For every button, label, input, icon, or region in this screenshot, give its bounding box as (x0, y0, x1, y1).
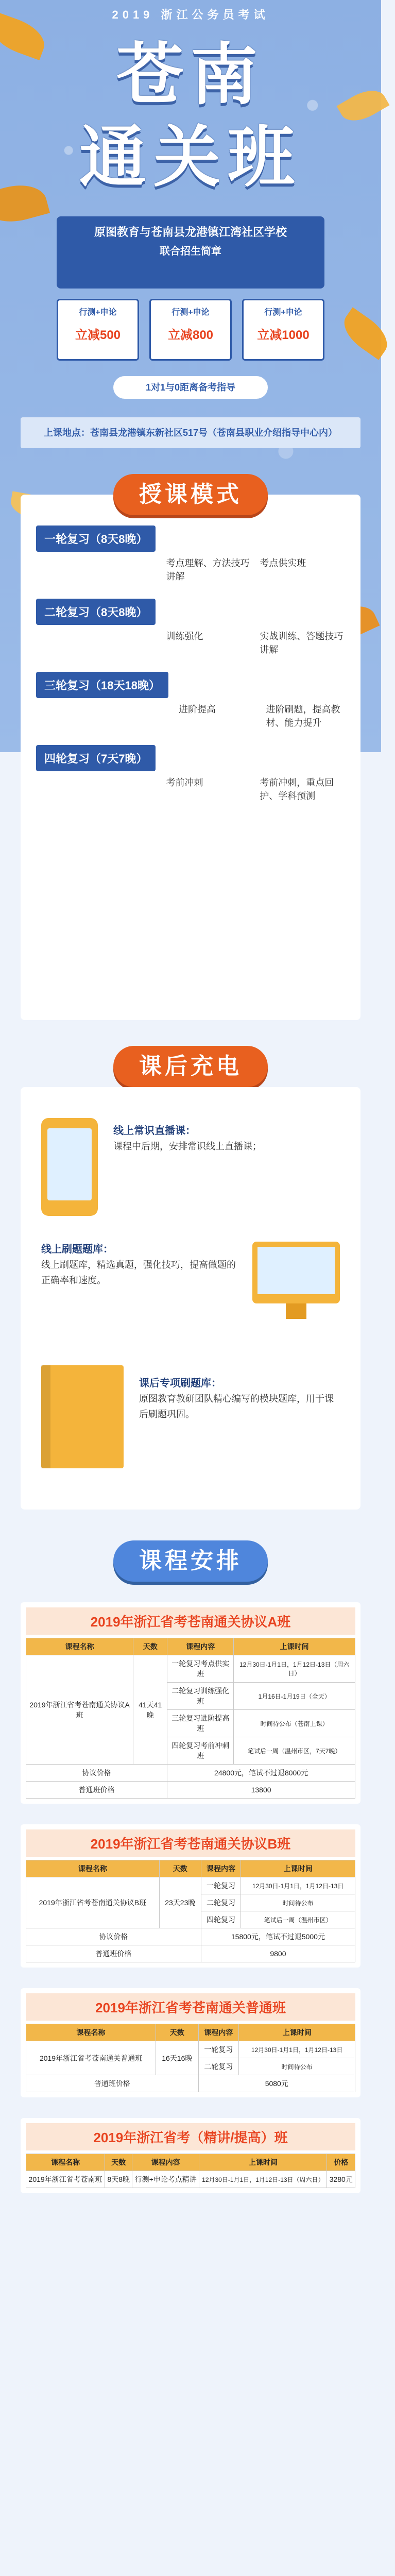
table-cell: 协议价格 (26, 1928, 201, 1945)
table-cell: 9800 (201, 1945, 355, 1962)
table-cell: 行测+申论考点精讲 (132, 2171, 199, 2188)
mode-point: 考点理解、方法技巧讲解 (166, 558, 250, 582)
tiku-title: 线上刷题题库： (41, 1244, 113, 1255)
table-cell: 时间待公布（苍南上课） (234, 1710, 355, 1737)
table-cell: 三轮复习进阶提高班 (167, 1710, 234, 1737)
module-text: 原图教育教研团队精心编写的模块题库，用于课后刷题巩固。 (139, 1394, 334, 1419)
module-title: 课后专项刷题库： (139, 1378, 221, 1389)
mode-row (36, 745, 345, 803)
course-table (26, 2154, 355, 2188)
table-cell: 时间待公布 (241, 1894, 355, 1911)
course-table-d (21, 2118, 360, 2193)
discount-price: 立减1000 (257, 328, 310, 342)
table-cell: 12月30日-1月1日，1月12日-13日（周六日） (199, 2171, 327, 2188)
mode-row (36, 526, 345, 583)
table-header: 课程内容 (198, 2024, 239, 2041)
table-cell: 1月16日-1月19日（全天） (234, 1683, 355, 1710)
table-title: 2019年浙江省考苍南通关协议B班 (26, 1829, 355, 1857)
hero-title: 苍南 (116, 37, 265, 112)
discount-box[interactable] (242, 299, 324, 361)
mode-point: 进阶刷题，提高教材、能力提升 (266, 704, 340, 728)
mode-point: 考前冲刺 (166, 777, 203, 788)
discount-title: 行测+申论 (79, 308, 117, 317)
table-title: 2019年浙江省考苍南通关普通班 (26, 1993, 355, 2021)
tiku-text: 线上刷题库，精选真题，强化技巧，提高做题的正确率和速度。 (41, 1260, 236, 1285)
course-table-a (21, 1602, 360, 1804)
schedule-section (21, 1540, 360, 2193)
table-cell: 2019年浙江省考苍南通关协议A班 (26, 1655, 133, 1765)
table-header: 上课时间 (239, 2024, 355, 2041)
table-cell: 四轮复习考前冲刺班 (167, 1737, 234, 1765)
notice-line1: 原图教育与苍南县龙港镇江湾社区学校 (94, 226, 287, 239)
table-cell: 12月30日-1月1日，1月12日-13日（周六日） (234, 1655, 355, 1683)
table-cell: 15800元，笔试不过退5000元 (201, 1928, 355, 1945)
table-cell: 23天23晚 (159, 1877, 201, 1928)
table-cell: 一轮复习 (198, 2041, 239, 2058)
table-cell: 笔试后一周（温州市区，7天7晚） (234, 1737, 355, 1765)
table-header-row (26, 1638, 355, 1655)
table-row (26, 2171, 355, 2188)
table-header: 天数 (133, 1638, 167, 1655)
table-cell: 普通班价格 (26, 2075, 199, 2092)
mode-points (179, 672, 345, 730)
table-header-row (26, 1860, 355, 1877)
mode-point: 训练强化 (166, 631, 203, 641)
monitor-illustration (252, 1242, 340, 1303)
table-header: 课程名称 (26, 1638, 133, 1655)
section-title: 课程安排 (113, 1540, 268, 1582)
notice-line2: 联合招生简章 (160, 246, 221, 257)
table-header: 课程名称 (26, 2154, 105, 2171)
phone-illustration (41, 1118, 98, 1216)
table-header: 课程名称 (26, 2024, 156, 2041)
table-cell: 四轮复习 (201, 1911, 241, 1928)
after-class-card (21, 1087, 360, 1510)
after-class-section (21, 1046, 360, 1510)
hero-subtitle: 通关班 (79, 120, 302, 195)
table-header: 天数 (105, 2154, 132, 2171)
mode-tag: 四轮复习（7天7晚） (36, 745, 156, 771)
tiku-block (41, 1242, 237, 1288)
table-cell: 二轮复习训练强化班 (167, 1683, 234, 1710)
table-header: 上课时间 (241, 1860, 355, 1877)
table-cell: 普通班价格 (26, 1945, 201, 1962)
section-title: 授课模式 (113, 474, 268, 515)
modes-header (113, 474, 268, 515)
hero-address: 上课地点：苍南县龙港镇东新社区517号（苍南县职业介绍指导中心内） (21, 417, 360, 448)
table-cell: 12月30日-1月1日，1月12日-13日 (239, 2041, 355, 2058)
course-table (26, 1860, 355, 1962)
hero-year: 2019 浙江公务员考试 (112, 8, 269, 21)
table-header: 课程名称 (26, 1860, 160, 1877)
table-title: 2019年浙江省考苍南通关协议A班 (26, 1607, 355, 1635)
mode-tag: 一轮复习（8天8晚） (36, 526, 156, 552)
table-cell: 12月30日-1月1日，1月12日-13日 (241, 1877, 355, 1894)
table-row (26, 1655, 355, 1683)
table-cell: 13800 (167, 1782, 355, 1799)
table-cell: 3280元 (327, 2171, 355, 2188)
table-cell: 普通班价格 (26, 1782, 167, 1799)
discount-title: 行测+申论 (264, 308, 302, 317)
live-text: 课程中后期，安排常识线上直播课； (113, 1141, 262, 1151)
hero-notice (57, 216, 324, 289)
table-cell: 2019年浙江省考苍南通关普通班 (26, 2041, 156, 2075)
table-header: 价格 (327, 2154, 355, 2171)
module-block (139, 1376, 340, 1422)
table-header: 天数 (156, 2024, 199, 2041)
mode-row (36, 672, 345, 730)
table-row (26, 1945, 355, 1962)
section-title: 课后充电 (113, 1046, 268, 1087)
table-header: 课程内容 (132, 2154, 199, 2171)
live-block (113, 1123, 335, 1154)
table-header: 课程内容 (167, 1638, 234, 1655)
table-cell: 24800元，笔试不过退8000元 (167, 1765, 355, 1782)
table-row (26, 1765, 355, 1782)
mode-point: 考前冲刺，重点回护、学科预测 (260, 777, 334, 801)
table-row (26, 2075, 355, 2092)
table-cell: 一轮复习 (201, 1877, 241, 1894)
discount-box[interactable] (149, 299, 232, 361)
live-title: 线上常识直播课： (113, 1125, 196, 1137)
discount-price: 立减500 (75, 328, 121, 342)
mode-row (36, 599, 345, 656)
table-cell: 时间待公布 (239, 2058, 355, 2075)
table-header: 上课时间 (199, 2154, 327, 2171)
discount-boxes (57, 299, 324, 361)
table-cell: 16天16晚 (156, 2041, 199, 2075)
mode-points (166, 745, 345, 803)
table-cell: 5080元 (198, 2075, 355, 2092)
table-header-row (26, 2154, 355, 2171)
course-table-c (21, 1988, 360, 2097)
hero-pill: 1对1与0距离备考指导 (113, 376, 268, 399)
discount-price: 立减800 (167, 328, 214, 342)
mode-point: 进阶提高 (178, 704, 216, 715)
table-header-row (26, 2024, 355, 2041)
table-cell: 2019年浙江省考苍南通关协议B班 (26, 1877, 160, 1928)
table-cell: 笔试后一周（温州市区） (241, 1911, 355, 1928)
table-row (26, 1782, 355, 1799)
mode-point: 实战训练、答题技巧讲解 (260, 631, 344, 655)
mode-tag: 二轮复习（8天8晚） (36, 599, 156, 625)
table-cell: 一轮复习考点供实班 (167, 1655, 234, 1683)
table-row (26, 2041, 355, 2058)
schedule-header (21, 1540, 360, 1582)
course-table-b (21, 1824, 360, 1968)
monitor-stand (286, 1303, 306, 1319)
leaf-decoration (336, 307, 394, 360)
mode-points (166, 526, 345, 583)
table-cell: 二轮复习 (198, 2058, 239, 2075)
hero-banner (0, 0, 381, 801)
table-row (26, 1928, 355, 1945)
table-header: 课程内容 (201, 1860, 241, 1877)
discount-title: 行测+申论 (171, 308, 210, 317)
table-cell: 协议价格 (26, 1765, 167, 1782)
table-cell: 8天8晚 (105, 2171, 132, 2188)
table-cell: 2019年浙江省考苍南班 (26, 2171, 105, 2188)
table-title: 2019年浙江省考（精讲/提高）班 (26, 2123, 355, 2150)
mode-point: 考点供实班 (260, 558, 306, 568)
table-header: 天数 (159, 1860, 201, 1877)
course-table (26, 2024, 355, 2092)
mode-points (166, 599, 345, 656)
modes-card (21, 482, 360, 1020)
discount-box[interactable] (57, 299, 139, 361)
table-row (26, 1877, 355, 1894)
table-header: 上课时间 (234, 1638, 355, 1655)
book-illustration (41, 1365, 124, 1468)
mode-tag: 三轮复习（18天18晚） (36, 672, 168, 698)
course-table (26, 1638, 355, 1799)
table-cell: 二轮复习 (201, 1894, 241, 1911)
table-cell: 41天41晚 (133, 1655, 167, 1765)
